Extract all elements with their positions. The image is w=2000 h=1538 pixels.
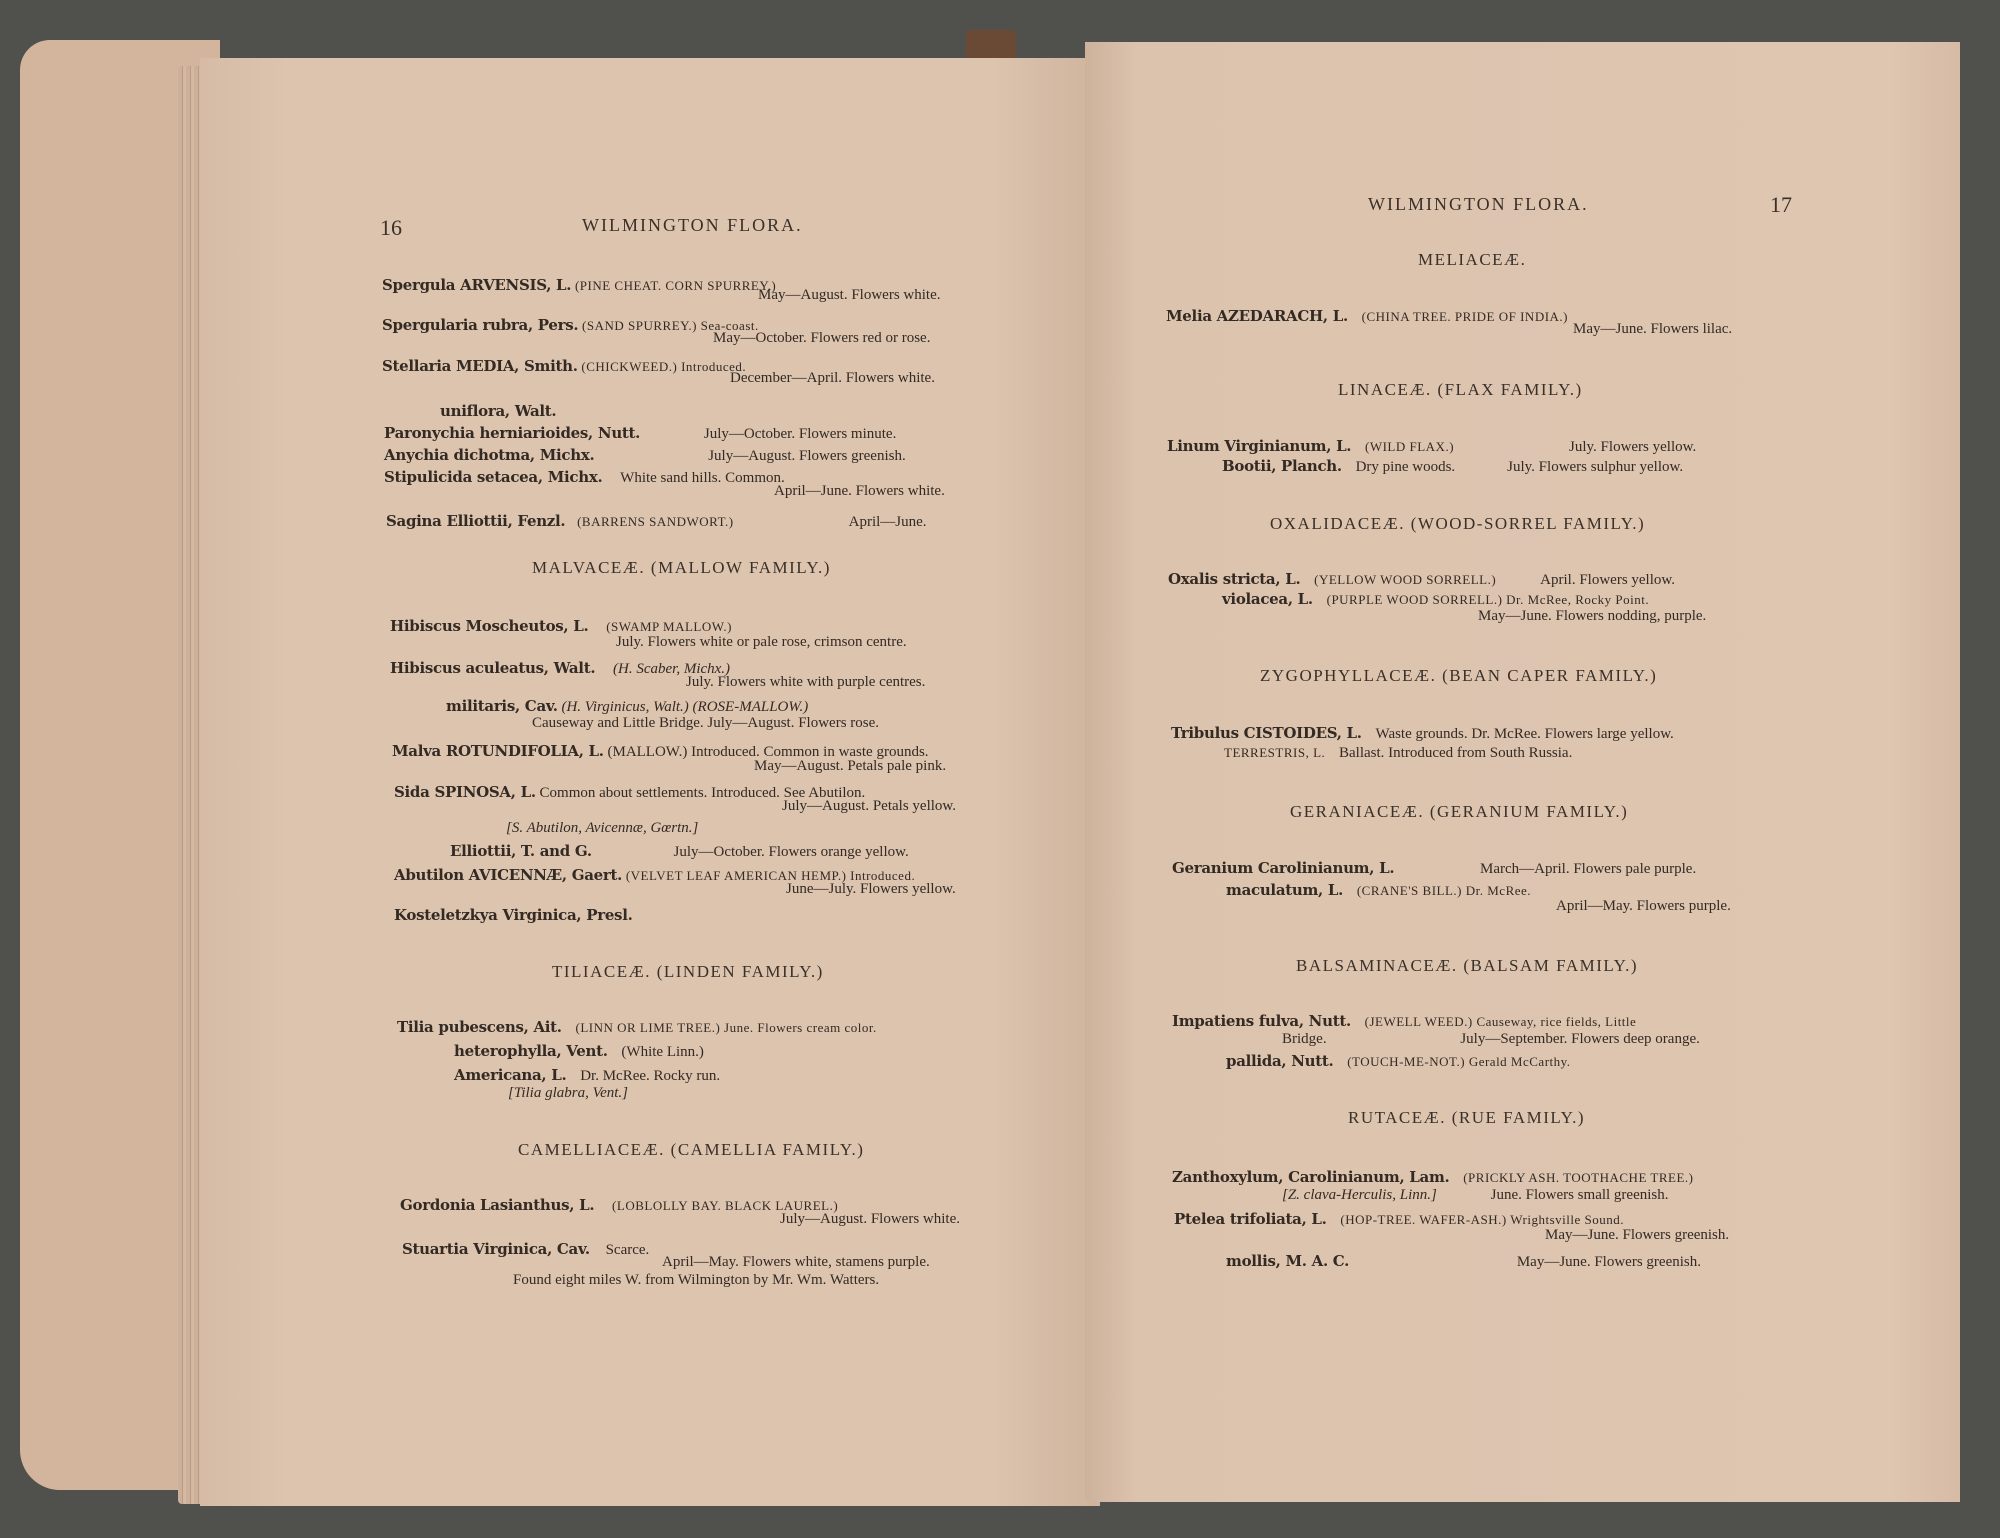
entry: Stipulicida setacea, Michx. White sand hills. Common.	[384, 468, 785, 486]
entry: Sagina Elliottii, Fenzl. (BARRENS SANDWORT.) April—June.	[386, 512, 927, 530]
entry: violacea, L. (PURPLE WOOD SORRELL.) Dr. McRee, Rocky Point.	[1222, 590, 1650, 608]
entry: uniflora, Walt.	[440, 402, 557, 420]
entry-detail: May—June. Flowers lilac.	[1573, 321, 1733, 337]
entry-detail: May—June. Flowers nodding, purple.	[1478, 608, 1707, 624]
entry: Elliottii, T. and G. July—October. Flowers orange yellow.	[450, 842, 909, 860]
running-head-right: WILMINGTON FLORA.	[1368, 194, 1589, 214]
running-head-left: WILMINGTON FLORA.	[582, 215, 803, 235]
entry-synonym: [S. Abutilon, Avicennæ, Gœrtn.]	[506, 820, 699, 836]
entry: Linum Virginianum, L. (WILD FLAX.) July. Flowers yellow.	[1167, 437, 1697, 455]
section-heading: LINACEÆ. (FLAX FAMILY.)	[1338, 380, 1583, 399]
entry: Impatiens fulva, Nutt. (JEWELL WEED.) Causeway, rice fields, Little	[1172, 1012, 1637, 1030]
entry: Americana, L. Dr. McRee. Rocky run.	[454, 1066, 721, 1084]
entry-detail: Causeway and Little Bridge. July—August. Flowers rose.	[532, 715, 880, 731]
entry: Anychia dichotma, Michx. July—August. Flowers greenish.	[384, 446, 906, 464]
entry-detail: Found eight miles W. from Wilmington by Mr. Wm. Watters.	[513, 1272, 880, 1288]
entry-detail: April—May. Flowers white, stamens purple.	[662, 1254, 930, 1270]
entry: Spergula ARVENSIS, L. (PINE CHEAT. CORN SPURREY.)	[382, 276, 777, 294]
page-number-right: 17	[1770, 192, 1792, 217]
entry: Tribulus CISTOIDES, L. Waste grounds. Dr. McRee. Flowers large yellow.	[1171, 724, 1674, 742]
entry: TERRESTRIS, L. Ballast. Introduced from South Russia.	[1224, 745, 1573, 761]
entry-detail: May—August. Flowers white.	[758, 287, 941, 303]
entry: maculatum, L. (CRANE'S BILL.) Dr. McRee.	[1226, 881, 1532, 899]
entry-detail: April—June. Flowers white.	[774, 483, 945, 499]
entry-detail: July—August. Flowers white.	[780, 1211, 960, 1227]
section-heading: ZYGOPHYLLACEÆ. (BEAN CAPER FAMILY.)	[1260, 666, 1658, 685]
section-heading: RUTACEÆ. (RUE FAMILY.)	[1348, 1108, 1586, 1127]
entry: Sida SPINOSA, L. Common about settlements. Introduced. See Abutilon.	[394, 783, 866, 801]
section-heading: MELIACEÆ.	[1418, 250, 1527, 269]
entry: Tilia pubescens, Ait. (LINN OR LIME TREE.) June. Flowers cream color.	[397, 1018, 877, 1036]
entry: Melia AZEDARACH, L. (CHINA TREE. PRIDE OF INDIA.)	[1166, 307, 1569, 325]
entry: Hibiscus Moscheutos, L. (SWAMP MALLOW.)	[390, 617, 732, 635]
entry-detail: July. Flowers white or pale rose, crimson centre.	[616, 634, 907, 650]
entry: Malva ROTUNDIFOLIA, L. (MALLOW.) Introduced. Common in waste grounds.	[392, 742, 929, 760]
entry-detail: May—October. Flowers red or rose.	[713, 330, 931, 346]
entry-detail: June—July. Flowers yellow.	[786, 881, 956, 897]
entry: Bootii, Planch. Dry pine woods. July. Flowers sulphur yellow.	[1222, 457, 1684, 475]
entry: Paronychia herniarioides, Nutt. July—October. Flowers minute.	[384, 424, 897, 442]
entry: Spergularia rubra, Pers. (SAND SPURREY.) Sea-coast.	[382, 316, 759, 334]
section-heading: GERANIACEÆ. (GERANIUM FAMILY.)	[1290, 802, 1629, 821]
entry: Gordonia Lasianthus, L. (LOBLOLLY BAY. BLACK LAUREL.)	[400, 1196, 839, 1214]
entry: Abutilon AVICENNÆ, Gaert. (VELVET LEAF AMERICAN HEMP.) Introduced.	[394, 866, 916, 884]
entry: Kosteletzkya Virginica, Presl.	[394, 906, 633, 924]
entry: mollis, M. A. C. May—June. Flowers greenish.	[1226, 1252, 1701, 1270]
section-heading: BALSAMINACEÆ. (BALSAM FAMILY.)	[1296, 956, 1639, 975]
entry-synonym: [Tilia glabra, Vent.]	[508, 1085, 629, 1101]
section-heading: CAMELLIACEÆ. (CAMELLIA FAMILY.)	[518, 1140, 865, 1159]
entry: Stellaria MEDIA, Smith. (CHICKWEED.) Introduced.	[382, 357, 747, 375]
entry-detail: July. Flowers white with purple centres.	[686, 674, 926, 690]
entry-detail: May—June. Flowers greenish.	[1545, 1227, 1730, 1243]
section-heading: OXALIDACEÆ. (WOOD-SORREL FAMILY.)	[1270, 514, 1646, 533]
entry-detail: April—May. Flowers purple.	[1556, 898, 1731, 914]
entry: Zanthoxylum, Carolinianum, Lam. (PRICKLY ASH. TOOTHACHE TREE.)	[1172, 1168, 1694, 1186]
entry-detail: Bridge. July—September. Flowers deep orange.	[1282, 1031, 1700, 1047]
entry-detail: May—August. Petals pale pink.	[754, 758, 947, 774]
entry-detail: July—August. Petals yellow.	[782, 798, 957, 814]
entry: heterophylla, Vent. (White Linn.)	[454, 1042, 704, 1060]
entry: Stuartia Virginica, Cav. Scarce.	[402, 1240, 650, 1258]
entry: Geranium Carolinianum, L. March—April. Flowers pale purple.	[1172, 859, 1697, 877]
entry: militaris, Cav. (H. Virginicus, Walt.) (ROSE-MALLOW.)	[446, 697, 809, 715]
section-heading: TILIACEÆ. (LINDEN FAMILY.)	[552, 962, 824, 981]
section-heading: MALVACEÆ. (MALLOW FAMILY.)	[532, 558, 831, 577]
entry: Hibiscus aculeatus, Walt. (H. Scaber, Michx.)	[390, 659, 731, 677]
entry-detail: December—April. Flowers white.	[730, 370, 935, 386]
entry: pallida, Nutt. (TOUCH-ME-NOT.) Gerald McCarthy.	[1226, 1052, 1571, 1070]
entry: Oxalis stricta, L. (YELLOW WOOD SORRELL.) April. Flowers yellow.	[1168, 570, 1676, 588]
entry-synonym: [Z. clava-Herculis, Linn.] June. Flowers small greenish.	[1282, 1187, 1669, 1203]
entry: Ptelea trifoliata, L. (HOP-TREE. WAFER-ASH.) Wrightsville Sound.	[1174, 1210, 1624, 1228]
page-number-left: 16	[380, 215, 402, 240]
